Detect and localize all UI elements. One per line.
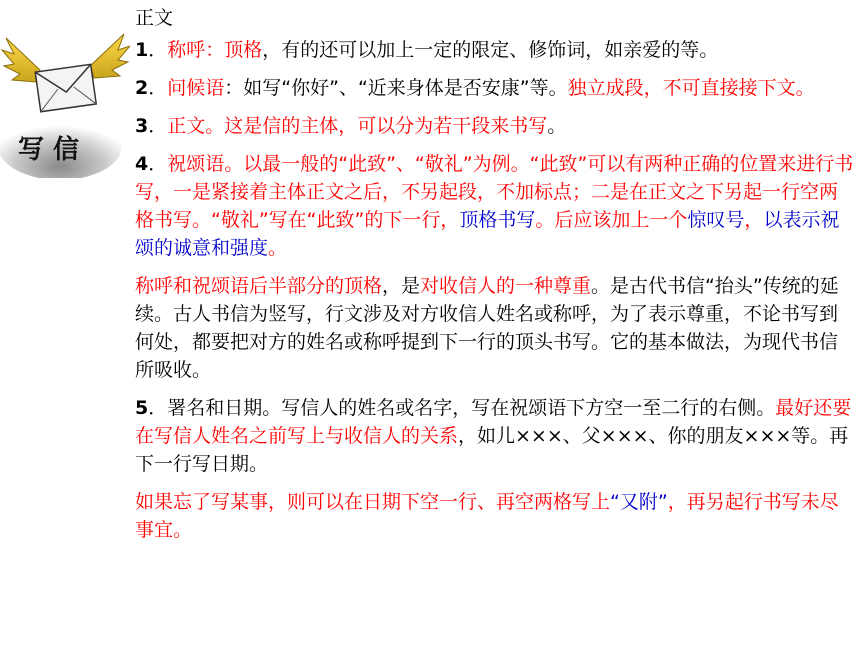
text-run: 如果忘了写某事，则可以在日期下空一行、再空两格写上 [135,491,611,513]
text-run: 。后应该加上一个 [535,209,688,231]
text-run: 5 [135,397,149,419]
text-run: 。是古代书信“抬头”传统的延续。古人书信为竖写，行文涉及对方收信人姓名或称呼，为了表示尊重，不论书写到何处，都要把对方的姓名或称呼提到下一行的顶头书写。它的基本做法，为现代书信所吸收。 [135,275,839,381]
text-run: ，如儿×××、父×××、你的朋友×××等。再下一行写日期。 [135,425,849,475]
text-run: 对收信人的一种尊重 [420,275,592,297]
text-run: 2 [135,77,149,99]
text-run: 以表示祝颂的诚意和强度 [135,209,840,259]
text-run: ，再另起行书写未尽事宜。 [135,491,839,541]
text-run: 。 [547,115,567,137]
logo-label: 写 信 [18,135,80,165]
text-run: 4 [135,153,149,175]
text-run: 最好还要在写信人姓名之前写上与收信人的关系 [135,397,852,447]
paragraph [135,488,855,544]
text-run: ． [148,39,168,61]
text-run: ．署名和日期。写信人的姓名或名字，写在祝颂语下方空一至二行的右侧。 [148,397,776,419]
text-run: ：如写“你好”、“近来身体是否安康”等。 [224,77,568,99]
text-run: ． [148,153,168,175]
paragraph [135,74,855,102]
paragraph [135,36,855,64]
text-run: 称呼和祝颂语后半部分的顶格 [135,275,383,297]
text-run: 3 [135,115,149,137]
text-run: 正文。这是信的主体，可以分为若干段来书写 [167,115,548,137]
text-run: ． [148,77,168,99]
text-run: 问候语 [167,77,225,99]
text-run: 。 [268,237,288,259]
paragraph [135,150,855,262]
section-heading: 正文 [135,7,174,29]
text-run: ， [744,209,764,231]
document-body [135,4,855,554]
text-run: ，是 [382,275,421,297]
text-run: ． [148,115,168,137]
text-run: “又附” [610,491,668,513]
paragraph [135,394,855,478]
winged-envelope-icon [0,28,130,178]
paragraph [135,272,855,384]
text-run: 1 [135,39,149,61]
paragraph [135,112,855,140]
text-run: 祝颂语。以最一般的“此致”、“敬礼”为例。“此致”可以有两种正确的位置来进行书写，一是紧接着主体正文之后，不另起段，不加标点；二是在正文之下另起一行空两格书写。“敬礼”写在“此致”的下一行， [135,153,854,231]
text-run: 惊叹号 [687,209,745,231]
text-run: 顶格书写 [459,209,536,231]
text-run: 独立成段，不可直接接下文。 [567,77,815,99]
text-run: 称呼：顶格 [167,39,263,61]
text-run: ，有的还可以加上一定的限定、修饰词，如亲爱的等。 [262,39,719,61]
paragraph-list [135,36,855,544]
letter-logo [0,28,130,178]
